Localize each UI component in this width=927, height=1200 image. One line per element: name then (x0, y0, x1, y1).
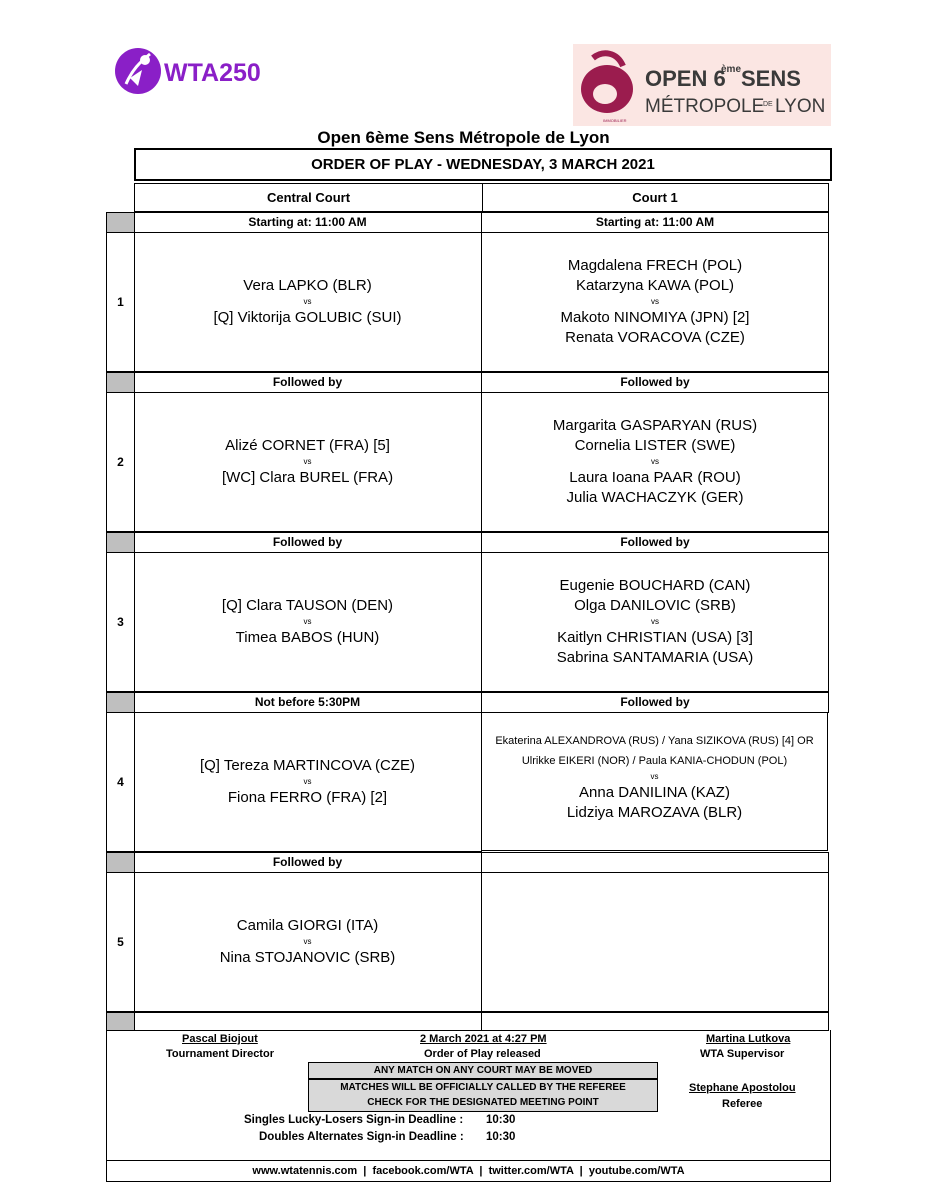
row-marker (106, 1012, 135, 1031)
svg-text:MÉTROPOLE: MÉTROPOLE (645, 96, 765, 117)
match-cell-central (134, 873, 482, 1012)
notice-moved: ANY MATCH ON ANY COURT MAY BE MOVED (308, 1062, 658, 1079)
court-header-central: Central Court (134, 183, 483, 212)
referee-role: Referee (722, 1098, 763, 1110)
match-number: 3 (106, 553, 135, 692)
slot-header: Not before 5:30PM (134, 692, 482, 713)
notice-called (308, 1079, 658, 1112)
doubles-deadline-time: 10:30 (486, 1131, 516, 1143)
player: [Q] Clara TAUSON (DEN) (221, 597, 394, 614)
open-6eme-sens-logo (573, 44, 831, 126)
slot-header: Followed by (134, 532, 482, 553)
svg-text:WTA250: WTA250 (164, 59, 261, 87)
vs-label: vs (303, 777, 312, 786)
svg-text:OPEN 6: OPEN 6 (645, 66, 726, 91)
blank-separator (134, 1012, 482, 1031)
row-marker (106, 852, 135, 873)
match-cell-central (134, 393, 482, 532)
match-number: 4 (106, 713, 135, 852)
doubles-deadline-label: Doubles Alternates Sign-in Deadline : (259, 1131, 464, 1143)
player-pair: Ulrikke EIKERI (NOR) / Paula KANIA-CHODUN (POL) (521, 755, 788, 767)
player: Sabrina SANTAMARIA (USA) (556, 649, 754, 666)
player: Laura Ioana PAAR (ROU) (569, 469, 741, 486)
notice-line: MATCHES WILL BE OFFICIALLY CALLED BY THE REFEREE (340, 1082, 626, 1093)
match-cell-court1 (482, 233, 829, 372)
player: Katarzyna KAWA (POL) (575, 277, 735, 294)
player: Olga DANILOVIC (SRB) (574, 597, 736, 614)
released-time: 2 March 2021 at 4:27 PM (420, 1033, 547, 1045)
player: [WC] Clara BUREL (FRA) (221, 469, 394, 486)
player: Eugenie BOUCHARD (CAN) (559, 577, 751, 594)
row-marker (106, 372, 135, 393)
slot-header: Followed by (134, 372, 482, 393)
slot-header: Starting at: 11:00 AM (482, 212, 829, 233)
slot-header: Followed by (482, 532, 829, 553)
player: Fiona FERRO (FRA) [2] (227, 789, 388, 806)
match-cell-central (134, 553, 482, 692)
supervisor-role: WTA Supervisor (700, 1048, 785, 1060)
player: [Q] Viktorija GOLUBIC (SUI) (213, 309, 402, 326)
player: Julia WACHACZYK (GER) (566, 489, 744, 506)
player: [Q] Tereza MARTINCOVA (CZE) (199, 757, 416, 774)
player: Renata VORACOVA (CZE) (565, 329, 745, 346)
slot-header: Followed by (482, 372, 829, 393)
player: Lidziya MAROZAVA (BLR) (566, 804, 743, 821)
order-of-play-title: ORDER OF PLAY - WEDNESDAY, 3 MARCH 2021 (134, 148, 832, 181)
vs-label: vs (651, 457, 659, 466)
player: Magdalena FRECH (POL) (567, 257, 743, 274)
svg-text:LYON: LYON (775, 96, 826, 117)
player: Camila GIORGI (ITA) (236, 917, 379, 934)
vs-label: vs (303, 617, 312, 626)
match-number: 1 (106, 233, 135, 372)
court-header-court1: Court 1 (482, 183, 829, 212)
social-links[interactable]: www.wtatennis.com | facebook.com/WTA | twitter.com/WTA | youtube.com/WTA (106, 1160, 831, 1182)
singles-deadline-time: 10:30 (486, 1114, 516, 1126)
vs-label: vs (303, 457, 312, 466)
director-role: Tournament Director (166, 1048, 274, 1060)
match-cell-central (134, 713, 482, 852)
notice-line: CHECK FOR THE DESIGNATED MEETING POINT (367, 1097, 599, 1108)
match-number: 5 (106, 873, 135, 1012)
svg-text:IMMOBILIER: IMMOBILIER (603, 118, 627, 123)
director-name: Pascal Biojout (182, 1033, 258, 1045)
player: Margarita GASPARYAN (RUS) (552, 417, 758, 434)
match-cell-central (134, 233, 482, 372)
row-marker (106, 692, 135, 713)
player: Anna DANILINA (KAZ) (579, 784, 730, 801)
wta250-logo (112, 40, 287, 102)
slot-header: Followed by (134, 852, 482, 873)
blank-separator (482, 1012, 829, 1031)
player-pair: Ekaterina ALEXANDROVA (RUS) / Yana SIZIKOVA (RUS) [4] OR (495, 735, 814, 747)
slot-header (482, 852, 829, 873)
match-cell-court1 (482, 393, 829, 532)
match-number: 2 (106, 393, 135, 532)
player: Timea BABOS (HUN) (235, 629, 380, 646)
player: Makoto NINOMIYA (JPN) [2] (560, 309, 750, 326)
tournament-title: Open 6ème Sens Métropole de Lyon (317, 128, 610, 147)
slot-header: Followed by (482, 692, 829, 713)
match-cell-court1-empty (482, 873, 829, 1012)
match-cell-court1 (482, 713, 828, 851)
player: Vera LAPKO (BLR) (243, 277, 372, 294)
player: Cornelia LISTER (SWE) (574, 437, 736, 454)
vs-label: vs (650, 772, 659, 781)
svg-text:SENS: SENS (741, 66, 801, 91)
player: Nina STOJANOVIC (SRB) (219, 949, 396, 966)
vs-label: vs (651, 617, 659, 626)
vs-label: vs (303, 937, 312, 946)
referee-name: Stephane Apostolou (689, 1082, 796, 1094)
svg-text:DE: DE (763, 101, 773, 108)
released-label: Order of Play released (424, 1048, 541, 1060)
match-cell-court1 (482, 553, 829, 692)
player: Alizé CORNET (FRA) [5] (225, 437, 390, 454)
singles-deadline-label: Singles Lucky-Losers Sign-in Deadline : (244, 1114, 464, 1126)
svg-text:ème: ème (721, 64, 742, 75)
row-marker (106, 532, 135, 553)
slot-header: Starting at: 11:00 AM (134, 212, 482, 233)
supervisor-name: Martina Lutkova (706, 1033, 791, 1045)
row-marker (106, 212, 135, 233)
vs-label: vs (303, 297, 312, 306)
player: Kaitlyn CHRISTIAN (USA) [3] (557, 629, 753, 646)
vs-label: vs (651, 297, 659, 306)
